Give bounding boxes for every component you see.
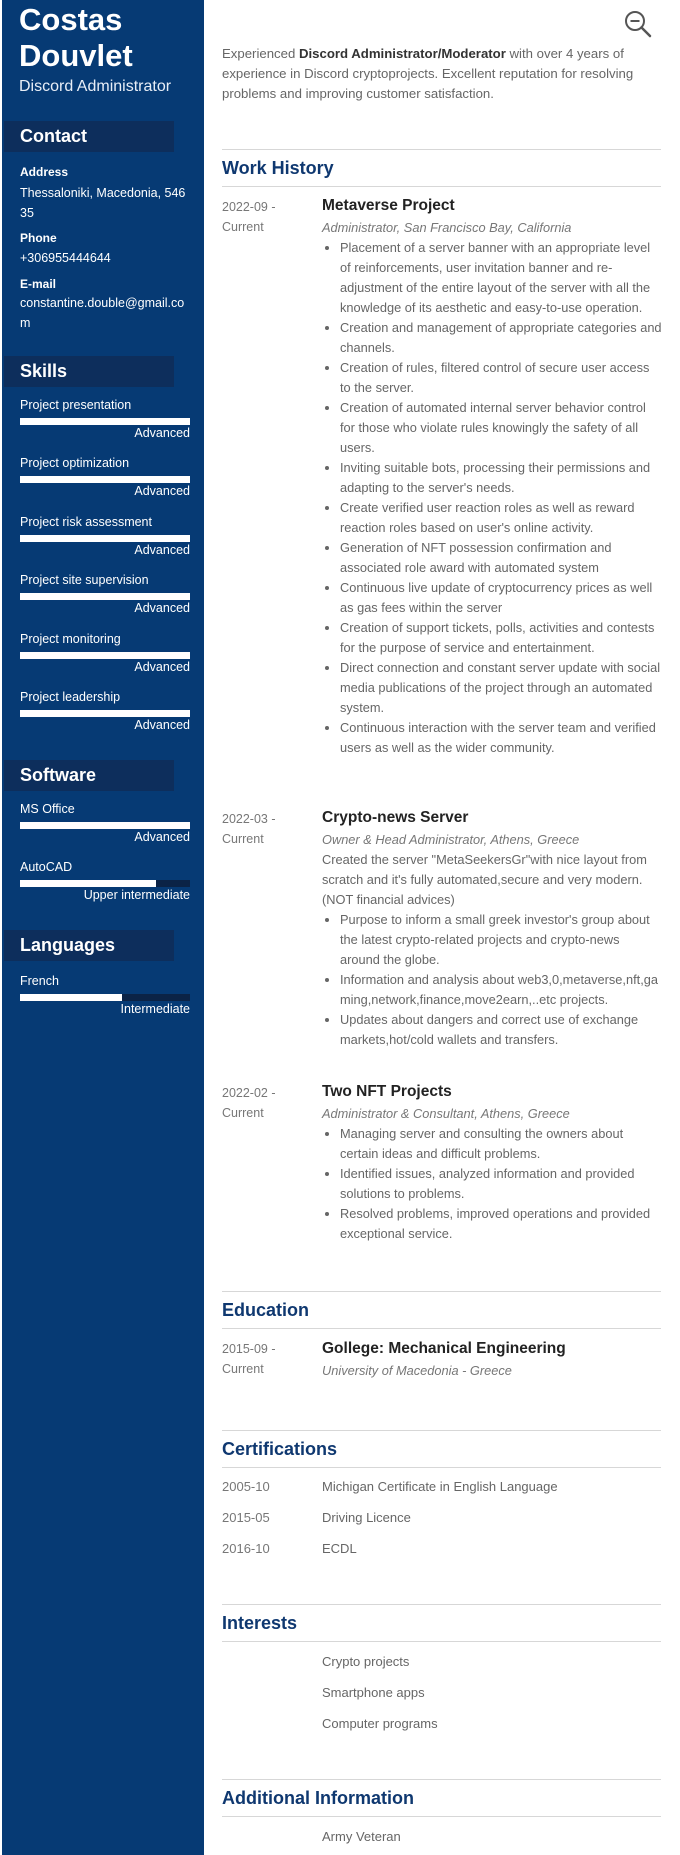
skill-name: Project site supervision: [20, 573, 149, 587]
phone-value[interactable]: +306955444644: [20, 251, 111, 265]
job-date-start: 2022-03 -: [222, 812, 276, 826]
summary-post: with over 4 years of experience in Discord cryptoprojects. Excellent reputation for resolving problems and improving customer satisfaction.: [222, 46, 634, 101]
job-bullets: [322, 238, 662, 758]
job-date-start: 2022-09 -: [222, 200, 276, 214]
job-bullets: [322, 1124, 662, 1244]
skill-level: Advanced: [134, 601, 190, 615]
certification-date: 2015-05: [222, 1510, 270, 1525]
software-bar: [20, 880, 190, 887]
job-subtitle: Owner & Head Administrator, Athens, Greece: [322, 832, 580, 847]
email-value[interactable]: constantine.double@gmail.com: [20, 296, 185, 330]
software-bar-fill: [20, 880, 156, 887]
skill-bar-fill: [20, 710, 190, 717]
additional-info-item: Army Veteran: [322, 1829, 401, 1844]
job-date-end: Current: [222, 832, 264, 846]
skill-level: Advanced: [134, 660, 190, 674]
job-bullet: • Identified issues, analyzed information and provided solutions to problems.: [340, 1164, 662, 1204]
software-name: AutoCAD: [20, 860, 73, 874]
education-date-start: 2015-09 -: [222, 1342, 276, 1356]
interest-item: Crypto projects: [322, 1654, 410, 1669]
skill-name: Project optimization: [20, 456, 130, 470]
skill-name: Project leadership: [20, 690, 121, 704]
job-bullet: • Continuous live update of cryptocurrency prices as well as gas fees within the server: [340, 578, 662, 618]
certification-title: Driving Licence: [322, 1510, 411, 1525]
job-bullet: • Creation of support tickets, polls, activities and contests for the purpose of service and entertainment.: [340, 618, 662, 658]
software-heading: Software: [4, 760, 174, 791]
job-bullet: • Create verified user reaction roles as well as reward reaction roles based on user's online activity.: [340, 498, 662, 538]
certification-row: [222, 1539, 662, 1559]
job-title: Discord Administrator: [19, 78, 172, 95]
certification-row: [222, 1508, 662, 1528]
candidate-name: [19, 2, 133, 74]
software-level: Upper intermediate: [83, 888, 190, 902]
additional-info-row: [222, 1827, 662, 1847]
job-entry: [322, 807, 662, 1050]
job-bullet: • Information and analysis about web3,0,metaverse,nft,gaming,network,finance,move2earn,..etc projects.: [340, 970, 662, 1010]
education-date: [222, 1339, 302, 1379]
certification-row: [222, 1477, 662, 1497]
professional-summary: [222, 44, 660, 104]
software-bar-fill: [20, 822, 190, 829]
summary-pre: Experienced: [222, 46, 299, 61]
job-description: Created the server "MetaSeekersGr"with nice layout from scratch and it's fully automated,secure and very modern.(NOT financial advices): [322, 852, 647, 907]
skill-level: Advanced: [134, 718, 190, 732]
skill-bar: [20, 535, 190, 542]
language-bar: [20, 994, 190, 1001]
job-bullet: • Resolved problems, improved operations and provided exceptional service.: [340, 1204, 662, 1244]
zoom-out-icon: [622, 8, 654, 40]
certifications-heading: Certifications: [222, 1430, 661, 1468]
software-item: [20, 802, 190, 856]
job-bullet: • Creation of rules, filtered control of secure user access to the server.: [340, 358, 662, 398]
job-subtitle: Administrator, San Francisco Bay, California: [322, 220, 572, 235]
job-date-end: Current: [222, 220, 264, 234]
skill-bar: [20, 476, 190, 483]
contact-heading: Contact: [4, 121, 174, 152]
skill-bar-fill: [20, 535, 190, 542]
language-bar-fill: [20, 994, 122, 1001]
language-level: Intermediate: [120, 1002, 190, 1016]
interests-heading: Interests: [222, 1604, 661, 1642]
job-date-end: Current: [222, 1106, 264, 1120]
job-date: [222, 809, 302, 849]
skill-name: Project presentation: [20, 398, 132, 412]
job-bullet: • Placement of a server banner with an appropriate level of reinforcements, user invitation banner and re-adjustment of the entire layout of the server with all the knowledge of its aesthetic and easy-to-use operation.: [340, 238, 662, 318]
job-bullet: • Creation of automated internal server behavior control for those who violate rules knowingly the safety of all users.: [340, 398, 662, 458]
skill-item: [20, 690, 190, 744]
skill-bar-fill: [20, 593, 190, 600]
zoom-out-button[interactable]: [622, 8, 654, 40]
certification-title: Michigan Certificate in English Language: [322, 1479, 558, 1494]
interest-row: [222, 1683, 662, 1703]
software-level: Advanced: [134, 830, 190, 844]
skill-bar: [20, 593, 190, 600]
certification-title: ECDL: [322, 1541, 357, 1556]
skill-bar-fill: [20, 476, 190, 483]
skills-heading: Skills: [4, 356, 174, 387]
skill-name: Project risk assessment: [20, 515, 152, 529]
skill-bar-fill: [20, 418, 190, 425]
skill-level: Advanced: [134, 543, 190, 557]
sidebar: [2, 0, 204, 1855]
job-title: Two NFT Projects: [322, 1083, 452, 1100]
education-entry: [322, 1338, 662, 1381]
phone-label: Phone: [20, 231, 57, 245]
language-name: French: [20, 974, 59, 988]
skill-bar-fill: [20, 652, 190, 659]
skill-item: [20, 456, 190, 510]
education-date-end: Current: [222, 1362, 264, 1376]
certification-date: 2016-10: [222, 1541, 270, 1556]
job-bullet: • Creation and management of appropriate categories and channels.: [340, 318, 662, 358]
job-date: [222, 197, 302, 237]
job-entry: [322, 1081, 662, 1244]
interest-item: Computer programs: [322, 1716, 438, 1731]
software-bar: [20, 822, 190, 829]
additional-info-heading: Additional Information: [222, 1779, 661, 1817]
skill-bar: [20, 710, 190, 717]
skill-item: [20, 632, 190, 686]
job-entry: [322, 195, 662, 758]
job-bullet: • Updates about dangers and correct use of exchange markets,hot/cold wallets and transfers.: [340, 1010, 662, 1050]
job-title: Crypto-news Server: [322, 809, 469, 826]
skill-name: Project monitoring: [20, 632, 121, 646]
language-item: [20, 974, 190, 1028]
skill-level: Advanced: [134, 484, 190, 498]
job-bullet: • Purpose to inform a small greek investor's group about the latest crypto-related projects and crypto-news around the globe.: [340, 910, 662, 970]
work-history-heading: Work History: [222, 149, 661, 187]
skill-item: [20, 573, 190, 627]
education-subtitle: University of Macedonia - Greece: [322, 1363, 512, 1378]
summary-bold: Discord Administrator/Moderator: [298, 46, 506, 61]
interest-row: [222, 1714, 662, 1734]
skill-bar: [20, 652, 190, 659]
certification-date: 2005-10: [222, 1479, 270, 1494]
skill-bar: [20, 418, 190, 425]
job-bullets: [322, 910, 662, 1050]
skill-item: [20, 515, 190, 569]
job-bullet: • Managing server and consulting the owners about certain ideas and difficult problems.: [340, 1124, 662, 1164]
interest-row: [222, 1652, 662, 1672]
skill-level: Advanced: [134, 426, 190, 440]
address-label: Address: [20, 165, 69, 179]
job-bullet: • Direct connection and constant server update with social media publications of the project through an automated system.: [340, 658, 662, 718]
job-date: [222, 1083, 302, 1123]
education-heading: Education: [222, 1291, 661, 1329]
skill-item: [20, 398, 190, 452]
job-bullet: • Inviting suitable bots, processing their permissions and adapting to the server's needs.: [340, 458, 662, 498]
job-subtitle: Administrator & Consultant, Athens, Greece: [322, 1106, 570, 1121]
name-last: Douvlet: [19, 38, 133, 73]
email-label: E-mail: [20, 277, 57, 291]
education-title: Gollege: Mechanical Engineering: [322, 1340, 566, 1357]
software-item: [20, 860, 190, 914]
job-date-start: 2022-02 -: [222, 1086, 276, 1100]
job-bullet: • Continuous interaction with the server team and verified users as well as the wider community.: [340, 718, 662, 758]
name-first: Costas: [19, 2, 123, 37]
job-title: Metaverse Project: [322, 197, 455, 214]
address-value: Thessaloniki, Macedonia, 546 35: [20, 186, 186, 220]
job-bullet: • Generation of NFT possession confirmation and associated role award with automated system: [340, 538, 662, 578]
languages-heading: Languages: [4, 930, 174, 961]
interest-item: Smartphone apps: [322, 1685, 425, 1700]
software-name: MS Office: [20, 802, 75, 816]
